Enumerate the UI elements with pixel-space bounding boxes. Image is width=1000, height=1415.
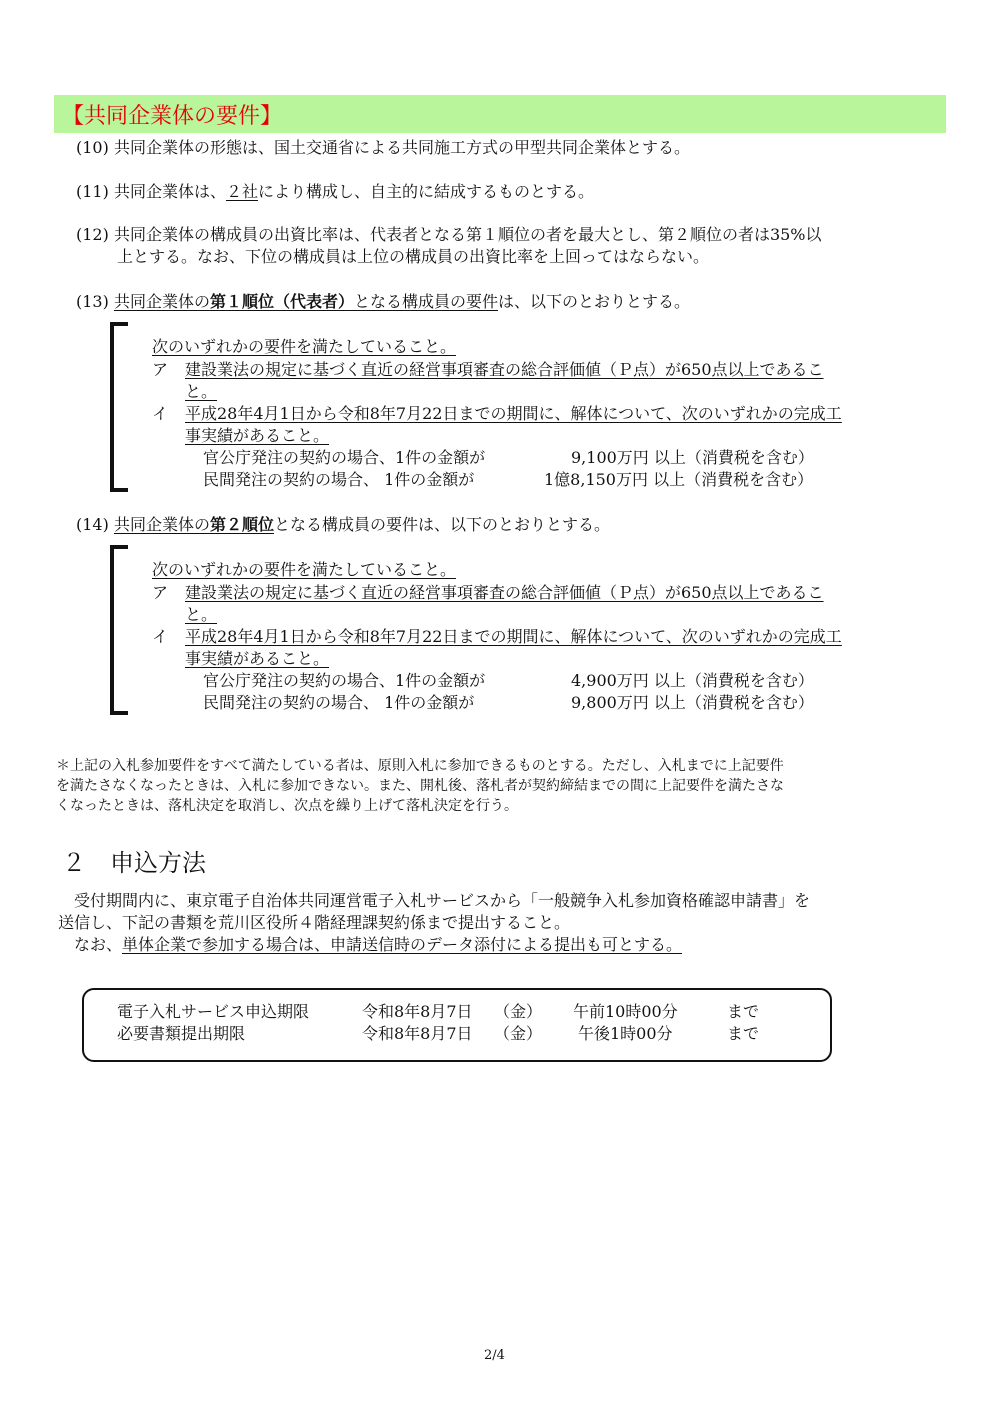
item-14-u1: 共同企業体の	[113, 515, 210, 534]
item-14-post: となる構成員の要件は、以下のとおりとする。	[273, 515, 610, 534]
item-13-pri-amount: 1億8,150万円 以上（消費税を含む）	[544, 470, 814, 489]
item-12-number: (12)	[76, 225, 109, 244]
item-14-bracket	[110, 545, 128, 715]
deadline-2-day: （金）	[494, 1024, 543, 1043]
item-13-post: は、以下のとおりとする。	[497, 292, 690, 311]
section-2-p2-underlined: 単体企業で参加する場合は、申請送信時のデータ添付による提出も可とする。	[122, 935, 683, 954]
item-10-text: 共同企業体の形態は、国土交通省による共同施工方式の甲型共同企業体とする。	[113, 138, 690, 157]
item-14-req-a-2: と。	[185, 605, 218, 624]
deadline-2-label: 必要書類提出期限	[117, 1024, 246, 1043]
deadline-1-label: 電子入札サービス申込期限	[117, 1002, 310, 1021]
item-13-gov-label: 官公庁発注の契約の場合、1件の金額が	[203, 448, 486, 467]
item-13-gov-amount: 9,100万円 以上（消費税を含む）	[571, 448, 814, 467]
item-13-bracket	[110, 322, 128, 492]
item-13	[76, 289, 690, 312]
item-12-text-1: 共同企業体の構成員の出資比率は、代表者となる第１順位の者を最大とし、第２順位の者は35%以	[113, 225, 822, 244]
item-14-gov-amount: 4,900万円 以上（消費税を含む）	[571, 671, 814, 690]
deadline-1-suffix: まで	[727, 1002, 760, 1021]
item-13-number: (13)	[76, 292, 109, 311]
item-14-pri-label: 民間発注の契約の場合、 1件の金額が	[203, 693, 475, 712]
section-2-p2	[74, 932, 682, 955]
item-12-line1	[76, 222, 822, 245]
section-2-title: ２ 申込方法	[62, 849, 206, 877]
note-line-3: くなったときは、落札決定を取消し、次点を繰り上げて落札決定を行う。	[56, 798, 518, 814]
section-2-p1-line2: 送信し、下記の書類を荒川区役所４階経理課契約係まで提出すること。	[58, 913, 571, 932]
item-14-req-a-label: ア	[152, 583, 169, 602]
note-line-2: を満たさなくなったときは、入札に参加できない。また、開札後、落札者が契約締結までの間に上記要件を満たさな	[56, 778, 784, 794]
item-12-text-2: 上とする。なお、下位の構成員は上位の構成員の出資比率を上回ってはならない。	[117, 247, 710, 266]
section-header: 【共同企業体の要件】	[62, 104, 283, 129]
item-14-req-a-1: 建設業法の規定に基づく直近の経営事項審査の総合評価値（Ｐ点）が650点以上であるこ	[185, 583, 824, 602]
item-11-company-count: ２社	[225, 182, 258, 201]
deadline-1-day: （金）	[494, 1002, 543, 1021]
item-13-req-a-1: 建設業法の規定に基づく直近の経営事項審査の総合評価値（Ｐ点）が650点以上であるこ	[185, 360, 824, 379]
item-13-req-a-2: と。	[185, 382, 218, 401]
item-10	[76, 135, 690, 158]
item-11	[76, 179, 594, 202]
item-14-pri-amount: 9,800万円 以上（消費税を含む）	[571, 693, 814, 712]
item-11-pre: 共同企業体は、	[113, 182, 226, 201]
item-13-u1: 共同企業体の	[113, 292, 210, 311]
item-14-req-intro: 次のいずれかの要件を満たしていること。	[152, 560, 457, 579]
item-13-u3: となる構成員の要件	[353, 292, 498, 311]
item-14-rank: 第２順位	[209, 515, 274, 534]
section-2-p1-line1: 受付期間内に、東京電子自治体共同運営電子入札サービスから「一般競争入札参加資格確認申請書」を	[74, 891, 811, 910]
deadline-1-time: 午前10時00分	[573, 1002, 678, 1021]
item-14	[76, 512, 610, 535]
item-14-number: (14)	[76, 515, 109, 534]
item-13-req-i-label: イ	[152, 404, 169, 423]
item-13-req-i-2: 事実績があること。	[185, 426, 330, 445]
note-line-1: ＊上記の入札参加要件をすべて満たしている者は、原則入札に参加できるものとする。ただし、入札までに上記要件	[56, 758, 784, 774]
section-header-bar	[54, 95, 946, 133]
item-14-req-i-2: 事実績があること。	[185, 649, 330, 668]
item-14-gov-label: 官公庁発注の契約の場合、1件の金額が	[203, 671, 486, 690]
deadline-1-date: 令和8年8月7日	[362, 1002, 473, 1021]
deadline-2-date: 令和8年8月7日	[362, 1024, 473, 1043]
item-13-req-i-1: 平成28年4月1日から令和8年7月22日までの期間に、解体について、次のいずれかの完成工	[185, 404, 842, 423]
item-14-req-i-1: 平成28年4月1日から令和8年7月22日までの期間に、解体について、次のいずれかの完成工	[185, 627, 842, 646]
item-13-pri-label: 民間発注の契約の場合、 1件の金額が	[203, 470, 475, 489]
deadline-2-time: 午後1時00分	[578, 1024, 673, 1043]
item-13-rank: 第１順位（代表者）	[209, 292, 354, 311]
item-13-req-intro: 次のいずれかの要件を満たしていること。	[152, 337, 457, 356]
section-2-p2-pre: なお、	[74, 935, 123, 954]
deadline-2-suffix: まで	[727, 1024, 760, 1043]
item-10-number: (10)	[76, 138, 109, 157]
page-number: 2/4	[484, 1348, 505, 1363]
item-11-number: (11)	[76, 182, 109, 201]
item-14-req-i-label: イ	[152, 627, 169, 646]
item-13-req-a-label: ア	[152, 360, 169, 379]
item-11-post: により構成し、自主的に結成するものとする。	[257, 182, 594, 201]
